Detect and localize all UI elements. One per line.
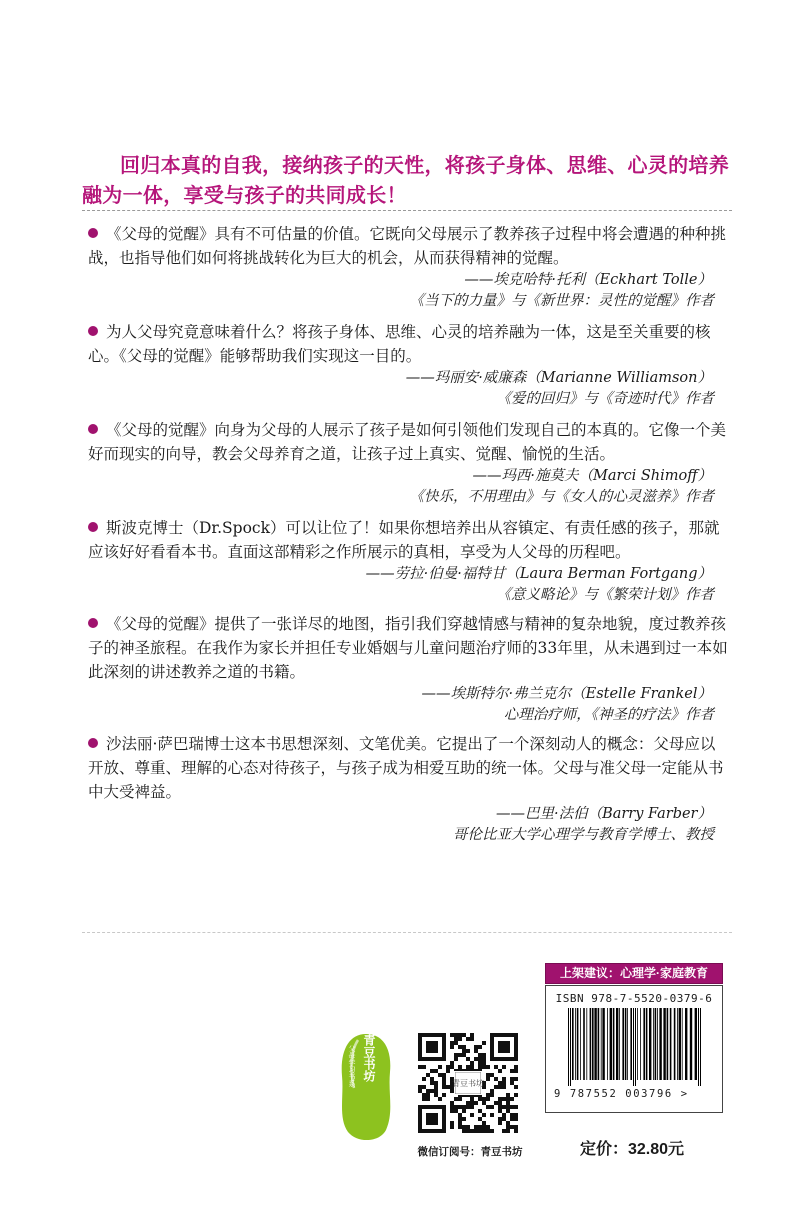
shelf-label: 上架建议：心理学·家庭教育 bbox=[545, 963, 723, 984]
quote-block bbox=[88, 222, 728, 312]
quote-body: 为人父母究竟意味着什么？将孩子身体、思维、心灵的培养融为一体，这是至关重要的核心。《父母的觉醒》能够帮助我们实现这一目的。 bbox=[88, 323, 711, 365]
quote-text bbox=[88, 418, 728, 466]
quote-text bbox=[88, 222, 728, 270]
isbn-text: ISBN 978-7-5520-0379-6 bbox=[555, 992, 713, 1005]
logo-side-text: 父母学习书系 bbox=[348, 1045, 356, 1087]
quote-credit: 心理治疗师，《神圣的疗法》作者 bbox=[503, 707, 714, 723]
quote-block bbox=[88, 320, 728, 410]
publisher-logo bbox=[336, 1032, 396, 1144]
bullet-icon bbox=[88, 738, 98, 748]
quote-body: 《父母的觉醒》具有不可估量的价值。它既向父母展示了教养孩子过程中将会遭遇的种种挑战，也指导他们如何将挑战转化为巨大的机会，从而获得精神的觉醒。 bbox=[88, 225, 727, 267]
quote-body: 《父母的觉醒》提供了一张详尽的地图，指引我们穿越情感与精神的复杂地貌，度过教养孩子的神圣旅程。在我作为家长并担任专业婚姻与儿童问题治疗师的33年里，从未遇到过一本如此深刻的讲述教养之道的书籍。 bbox=[88, 615, 728, 681]
quote-text bbox=[88, 732, 728, 804]
quote-credit: 《爱的回归》与《奇迹时代》作者 bbox=[496, 391, 714, 407]
bullet-icon bbox=[88, 424, 98, 434]
quote-body: 沙法丽·萨巴瑞博士这本书思想深刻、文笔优美。它提出了一个深刻动人的概念：父母应以开放、尊重、理解的心态对待孩子，与孩子成为相爱互助的统一体。父母与准父母一定能从书中大受裨益。 bbox=[88, 735, 724, 801]
quote-author: ——玛西·施莫夫（Marci Shimoff） bbox=[472, 468, 712, 484]
quote-credit: 《当下的力量》与《新世界：灵性的觉醒》作者 bbox=[409, 293, 714, 309]
quote-credit: 《意义略论》与《繁荣计划》作者 bbox=[496, 587, 714, 603]
quote-author: ——埃克哈特·托利（Eckhart Tolle） bbox=[464, 272, 712, 288]
quote-text bbox=[88, 320, 728, 368]
quote-author: ——埃斯特尔·弗兰克尔（Estelle Frankel） bbox=[421, 686, 712, 702]
quote-block bbox=[88, 418, 728, 508]
quote-block bbox=[88, 732, 728, 846]
quote-block bbox=[88, 516, 728, 606]
headline: 回归本真的自我，接纳孩子的天性，将孩子身体、思维、心灵的培养融为一体，享受与孩子的共同成长！ bbox=[82, 153, 729, 207]
bullet-icon bbox=[88, 618, 98, 628]
qr-caption: 微信订阅号：青豆书坊 bbox=[417, 1146, 523, 1158]
bottom-divider bbox=[82, 932, 732, 933]
barcode-box bbox=[545, 985, 723, 1113]
ean-digits: 9 787552 003796 > bbox=[554, 1088, 689, 1100]
quote-author: ——玛丽安·威廉森（Marianne Williamson） bbox=[405, 370, 712, 386]
barcode bbox=[568, 1008, 702, 1086]
quote-text bbox=[88, 612, 728, 684]
quote-credit: 哥伦比亚大学心理学与教育学博士、教授 bbox=[453, 827, 714, 843]
quote-credit: 《快乐，不用理由》与《女人的心灵滋养》作者 bbox=[409, 489, 714, 505]
price: 定价：32.80元 bbox=[580, 1141, 685, 1158]
quote-author: ——劳拉·伯曼·福特甘（Laura Berman Fortgang） bbox=[365, 566, 712, 582]
divider bbox=[82, 210, 732, 211]
bullet-icon bbox=[88, 326, 98, 336]
quote-block bbox=[88, 612, 728, 726]
bullet-icon bbox=[88, 228, 98, 238]
quote-text bbox=[88, 516, 728, 564]
quote-body: 斯波克博士（Dr.Spock）可以让位了！如果你想培养出从容镇定、有责任感的孩子，那就应该好好看看本书。直面这部精彩之作所展示的真相，享受为人父母的历程吧。 bbox=[88, 519, 720, 561]
bullet-icon bbox=[88, 522, 98, 532]
qr-code bbox=[418, 1033, 518, 1133]
qr-center-text: 青豆书坊 bbox=[452, 1078, 484, 1088]
logo-main-text: 青豆书坊 bbox=[362, 1034, 376, 1082]
quote-body: 《父母的觉醒》向身为父母的人展示了孩子是如何引领他们发现自己的本真的。它像一个美好而现实的向导，教会父母养育之道，让孩子过上真实、觉醒、愉悦的生活。 bbox=[88, 421, 727, 463]
quote-author: ——巴里·法伯（Barry Farber） bbox=[495, 806, 712, 822]
